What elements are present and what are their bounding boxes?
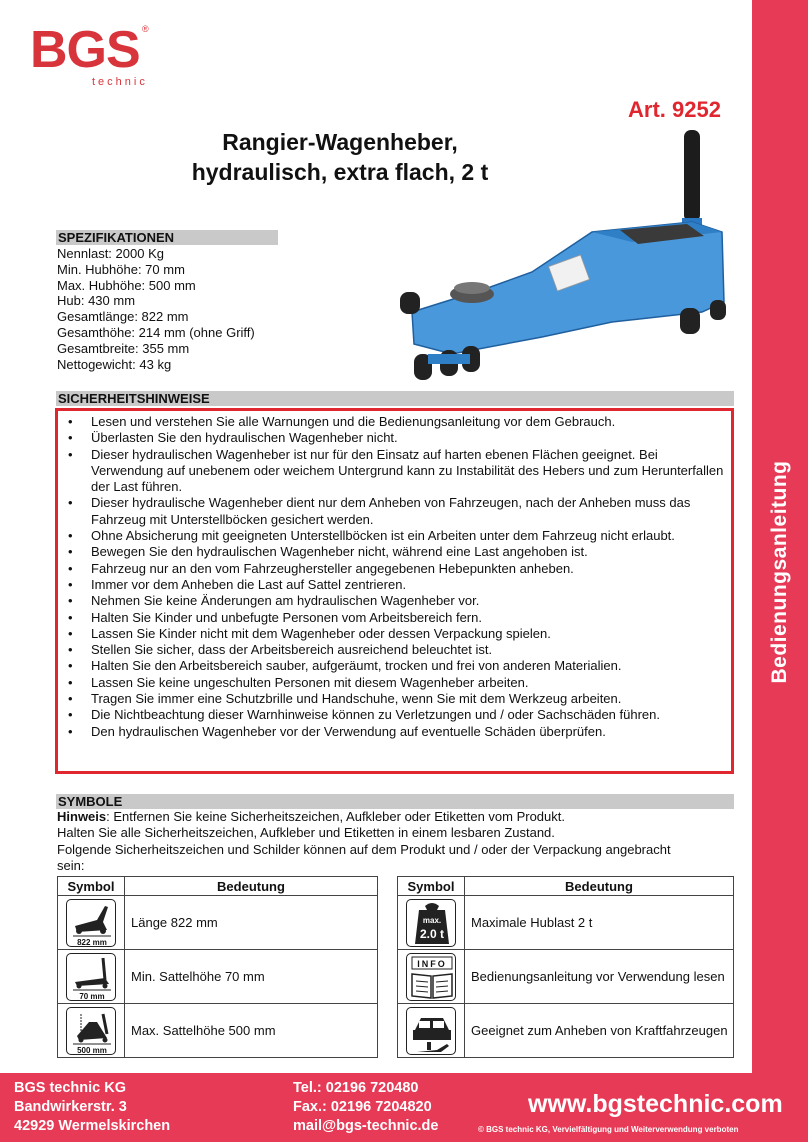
symbols-line-3: Folgende Sicherheitszeichen und Schilder können auf dem Produkt und / oder der Verpackung angebracht sein: <box>57 841 671 873</box>
safety-heading: SICHERHEITSHINWEISE <box>56 391 734 406</box>
symbol-table-left <box>57 876 378 1058</box>
list-item: • Lassen Sie Kinder nicht mit dem Wagenheber oder dessen Verpackung spielen. <box>68 626 725 642</box>
company-name: BGS technic KG <box>14 1080 126 1096</box>
jack-min-height-icon <box>66 953 116 1001</box>
icon-label: 2.0 t <box>419 926 445 941</box>
list-item: • Stellen Sie sicher, dass der Arbeitsbereich ausreichend beleuchtet ist. <box>68 642 725 658</box>
list-item: • Fahrzeug nur an den vom Fahrzeughersteller angegebenen Hebepunkten anheben. <box>68 561 725 577</box>
jack-max-height-icon <box>66 1007 116 1055</box>
icon-label-top: max. <box>422 915 442 925</box>
table-row <box>398 950 734 1004</box>
website-link[interactable]: www.bgstechnic.com <box>528 1090 783 1118</box>
symbol-meaning: Länge 822 mm <box>125 896 378 950</box>
list-item: • Lesen und verstehen Sie alle Warnungen und die Bedienungsanleitung vor dem Gebrauch. <box>68 414 725 430</box>
symbol-meaning: Bedienungsanleitung vor Verwendung lesen <box>465 950 734 1004</box>
icon-label: 500 mm <box>77 1045 107 1055</box>
logo-registered-mark: ® <box>142 24 149 34</box>
list-item: • Den hydraulischen Wagenheber vor der Verwendung auf eventuelle Schäden überprüfen. <box>68 724 725 740</box>
rear-wheel <box>680 308 700 334</box>
list-item: • Die Nichtbeachtung dieser Warnhinweise können zu Verletzungen und / oder Sachschäden führen. <box>68 707 725 723</box>
spec-item: Nennlast: 2000 Kg <box>57 246 164 261</box>
floor-jack-image <box>392 122 742 402</box>
list-item: • Dieser hydraulische Wagenheber dient nur dem Anheben von Fahrzeugen, nach der Anheben muss das Fahrzeug mit Unterstellböcken gesichert werden. <box>68 495 725 528</box>
spec-item: Min. Hubhöhe: 70 mm <box>57 261 185 277</box>
side-label: Bedienungsanleitung <box>768 460 791 684</box>
list-item: • Bewegen Sie den hydraulischen Wagenheber nicht, während eine Last angehoben ist. <box>68 544 725 560</box>
note-label: Hinweis <box>57 809 107 824</box>
footer <box>0 1073 808 1142</box>
car-lift-icon <box>406 1007 456 1055</box>
note-text: : Entfernen Sie keine Sicherheitszeichen, Aufkleber oder Etiketten vom Produkt. <box>106 809 565 824</box>
contact-phone: Tel.: 02196 720480 <box>293 1080 419 1096</box>
company-city: 42929 Wermelskirchen <box>14 1118 171 1134</box>
title-line-2: hydraulisch, extra flach, 2 t <box>191 159 489 185</box>
spec-item: Hub: 430 mm <box>57 293 136 309</box>
list-item: • Tragen Sie immer eine Schutzbrille und Handschuhe, wenn Sie mit dem Werkzeug arbeiten. <box>68 691 725 707</box>
table-row <box>398 1004 734 1058</box>
table-row <box>58 896 378 950</box>
symbol-meaning: Min. Sattelhöhe 70 mm <box>125 950 378 1004</box>
jack-length-icon <box>66 899 116 947</box>
list-item: • Dieser hydraulischen Wagenheber ist nur für den Einsatz auf harten ebenen Flächen geeignet. Bei Verwendung auf unebenem oder weichem Untergrund kann zu Instabilität des Hebers und zum Herunterfallen der Last führen. <box>68 447 725 496</box>
manual-book-icon <box>406 953 456 1001</box>
icon-label: 822 mm <box>77 937 107 947</box>
footer-contact <box>293 1079 438 1136</box>
symbols-intro <box>57 809 697 874</box>
spec-item: Max. Hubhöhe: 500 mm <box>57 277 196 293</box>
icon-label: 70 mm <box>79 991 105 1001</box>
specs-heading: SPEZIFIKATIONEN <box>56 230 278 245</box>
list-item: • Lassen Sie keine ungeschulten Personen mit diesem Wagenheber arbeiten. <box>68 675 725 691</box>
company-street: Bandwirkerstr. 3 <box>14 1099 127 1115</box>
spec-item: Gesamtbreite: 355 mm <box>57 340 190 356</box>
list-item: • Immer vor dem Anheben die Last auf Sattel zentrieren. <box>68 577 725 593</box>
contact-fax: Fax.: 02196 7204820 <box>293 1099 432 1115</box>
list-item: • Ohne Absicherung mit geeigneten Unterstellböcken ist ein Arbeiten unter dem Fahrzeug nicht erlaubt. <box>68 528 725 544</box>
list-item: • Überlasten Sie den hydraulischen Wagenheber nicht. <box>68 430 725 446</box>
footer-address <box>14 1079 170 1136</box>
logo-subtext: technic <box>92 76 148 88</box>
list-item: • Halten Sie Kinder und unbefugte Personen vom Arbeitsbereich fern. <box>68 610 725 626</box>
col-symbol: Symbol <box>58 877 125 896</box>
list-item: • Halten Sie den Arbeitsbereich sauber, aufgeräumt, trocken und frei von anderen Materialien. <box>68 658 725 674</box>
symbol-meaning: Max. Sattelhöhe 500 mm <box>125 1004 378 1058</box>
title-line-1: Rangier-Wagenheber, <box>222 129 458 155</box>
symbol-meaning: Maximale Hublast 2 t <box>465 896 734 950</box>
symbols-heading: SYMBOLE <box>56 794 734 809</box>
col-symbol: Symbol <box>398 877 465 896</box>
spec-item: Gesamthöhe: 214 mm (ohne Griff) <box>57 324 255 340</box>
safety-box <box>55 408 734 774</box>
safety-list <box>68 414 725 740</box>
symbol-meaning: Geeignet zum Anheben von Kraftfahrzeugen <box>465 1004 734 1058</box>
table-row <box>58 1004 378 1058</box>
icon-label: INFO <box>417 958 447 969</box>
col-meaning: Bedeutung <box>125 877 378 896</box>
contact-email[interactable]: mail@bgs-technic.de <box>293 1118 439 1134</box>
weight-icon <box>406 899 456 947</box>
article-number: Art. 9252 <box>628 97 721 122</box>
specs-list <box>57 246 255 372</box>
logo-text: BGS <box>30 21 140 79</box>
spec-item: Gesamtlänge: 822 mm <box>57 309 189 325</box>
table-row <box>398 896 734 950</box>
jack-handle <box>684 130 700 222</box>
front-wheel-left <box>400 292 420 314</box>
symbol-table-right <box>397 876 734 1058</box>
list-item: • Nehmen Sie keine Änderungen am hydraulischen Wagenheber vor. <box>68 593 725 609</box>
col-meaning: Bedeutung <box>465 877 734 896</box>
spec-item: Nettogewicht: 43 kg <box>57 356 172 372</box>
table-row <box>58 950 378 1004</box>
symbols-line-2: Halten Sie alle Sicherheitszeichen, Aufkleber und Etiketten in einem lesbaren Zustand. <box>57 825 555 841</box>
brand-logo <box>30 21 155 88</box>
copyright-note: © BGS technic KG, Vervielfältigung und Weiterverwendung verboten <box>478 1125 739 1134</box>
